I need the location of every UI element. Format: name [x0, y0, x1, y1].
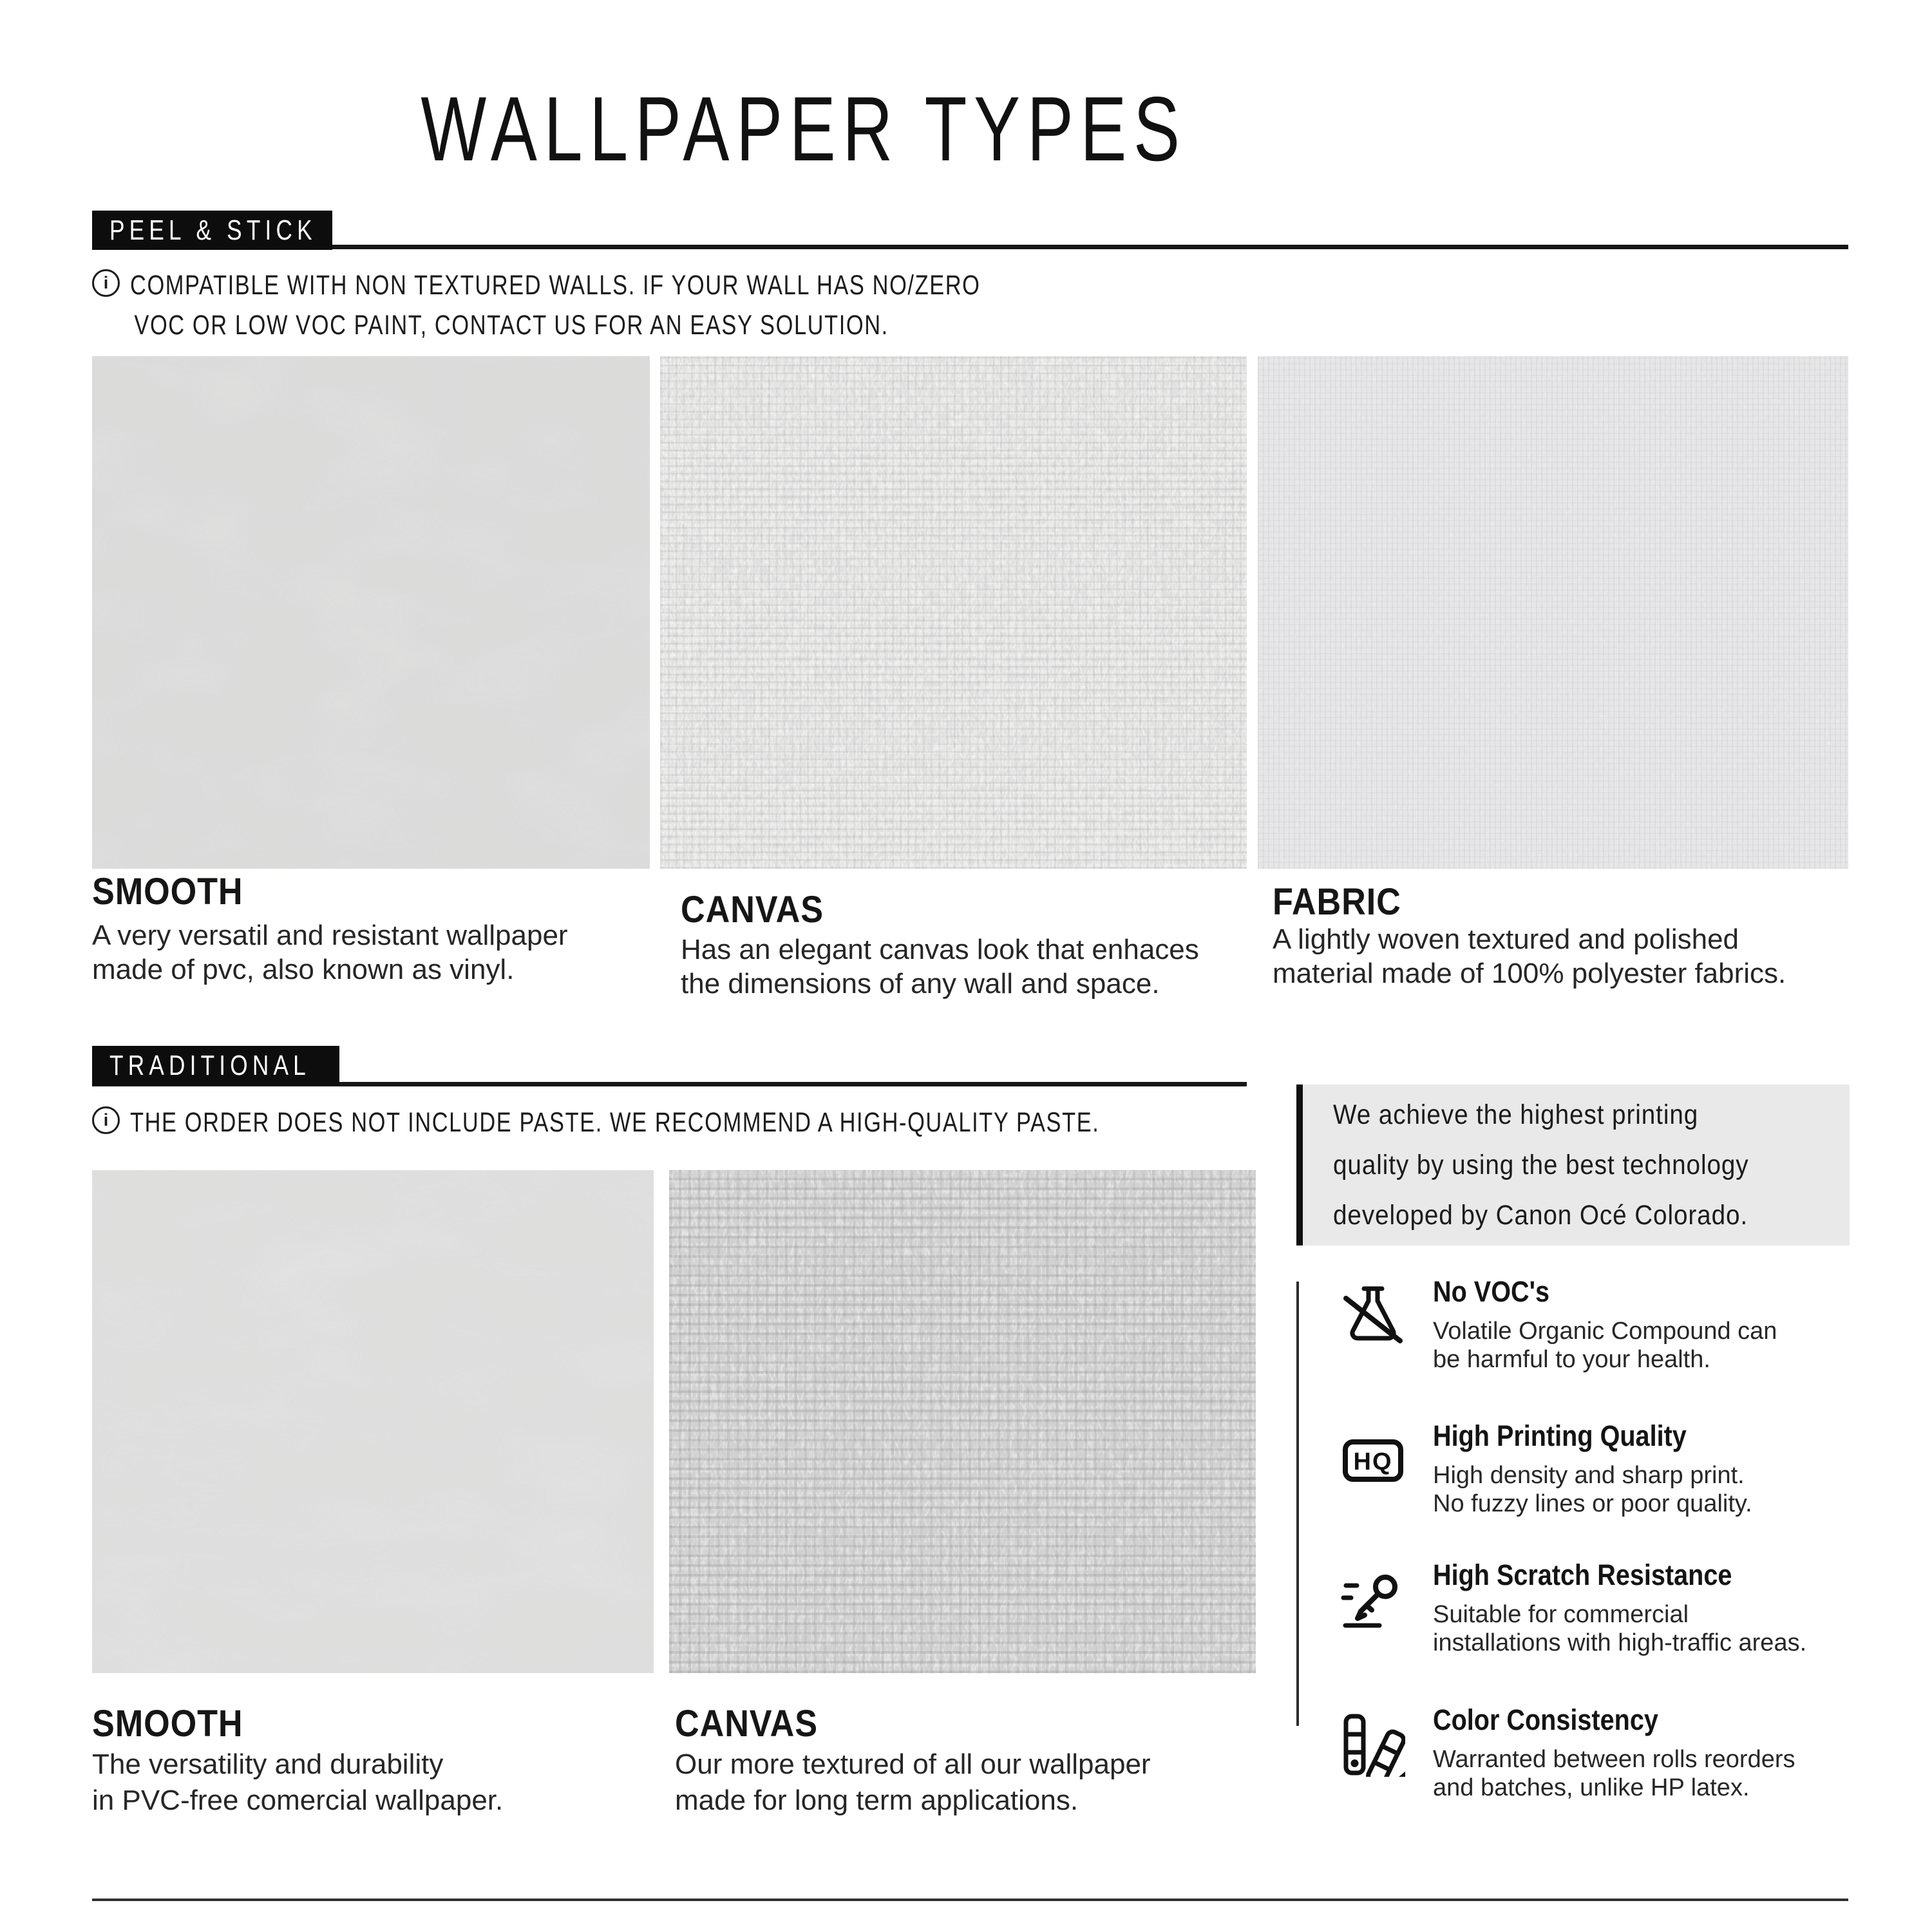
peel-stick-badge-label: PEEL & STICK	[109, 214, 317, 246]
no-voc-flask-icon	[1341, 1284, 1405, 1349]
peel-smooth-name: SMOOTH	[92, 871, 243, 913]
traditional-smooth-texture-image	[92, 1170, 654, 1673]
traditional-note	[92, 1103, 1342, 1142]
features-divider-line	[1296, 1282, 1299, 1726]
key-icon	[1341, 1567, 1405, 1632]
feature-hq-desc: High density and sharp print. No fuzzy lines or poor quality.	[1433, 1462, 1752, 1517]
hq-badge-icon	[1341, 1428, 1405, 1493]
page-title: WALLPAPER TYPES	[421, 78, 1187, 180]
traditional-canvas-texture-image	[669, 1170, 1256, 1673]
svg-text:HQ: HQ	[1353, 1448, 1393, 1475]
peel-stick-note-line1: COMPATIBLE WITH NON TEXTURED WALLS. IF YOUR WALL HAS NO/ZERO	[130, 270, 981, 301]
feature-color-desc: Warranted between rolls reorders and batches, unlike HP latex.	[1433, 1746, 1795, 1801]
printing-quality-panel	[1296, 1084, 1850, 1245]
peel-stick-note-line2: VOC OR LOW VOC PAINT, CONTACT US FOR AN EASY SOLUTION.	[134, 310, 889, 341]
feature-scratch-desc: Suitable for commercial installations with high-traffic areas.	[1433, 1601, 1807, 1656]
peel-fabric-name: FABRIC	[1273, 881, 1401, 923]
traditional-canvas-desc: Our more textured of all our wallpaper made for long term applications.	[675, 1748, 1151, 1816]
color-swatches-icon	[1341, 1712, 1405, 1777]
peel-smooth-desc: A very versatil and resistant wallpaper made of pvc, also known as vinyl.	[92, 920, 568, 985]
feature-scratch-title: High Scratch Resistance	[1433, 1558, 1732, 1591]
info-icon: i	[92, 1106, 120, 1134]
traditional-badge-label: TRADITIONAL	[109, 1049, 310, 1081]
peel-stick-badge	[92, 211, 332, 250]
traditional-note-line1: THE ORDER DOES NOT INCLUDE PASTE. WE RECOMMEND A HIGH-QUALITY PASTE.	[130, 1107, 1100, 1138]
peel-fabric-texture-image	[1258, 356, 1848, 869]
peel-canvas-desc: Has an elegant canvas look that enhaces the dimensions of any wall and space.	[681, 934, 1199, 999]
peel-stick-section-rule	[92, 245, 1848, 249]
printing-quality-text: We achieve the highest printing quality by using the best technology developed by Canon Océ Colorado.	[1333, 1099, 1749, 1231]
feature-color-title: Color Consistency	[1433, 1703, 1658, 1736]
peel-smooth-texture-image	[92, 356, 650, 869]
info-icon: i	[92, 269, 120, 297]
peel-stick-note	[92, 265, 1193, 345]
traditional-badge	[92, 1046, 339, 1085]
peel-fabric-desc: A lightly woven textured and polished material made of 100% polyester fabrics.	[1273, 923, 1786, 989]
feature-no-voc-desc: Volatile Organic Compound can be harmful to your health.	[1433, 1318, 1777, 1373]
traditional-smooth-desc: The versatility and durability in PVC-free comercial wallpaper.	[92, 1748, 504, 1816]
traditional-smooth-name: SMOOTH	[92, 1703, 243, 1745]
bottom-divider-line	[92, 1899, 1848, 1901]
feature-hq-title: High Printing Quality	[1433, 1419, 1687, 1452]
peel-canvas-texture-image	[660, 356, 1247, 869]
traditional-canvas-name: CANVAS	[675, 1703, 818, 1745]
peel-canvas-name: CANVAS	[681, 889, 824, 931]
feature-no-voc-title: No VOC's	[1433, 1275, 1550, 1308]
